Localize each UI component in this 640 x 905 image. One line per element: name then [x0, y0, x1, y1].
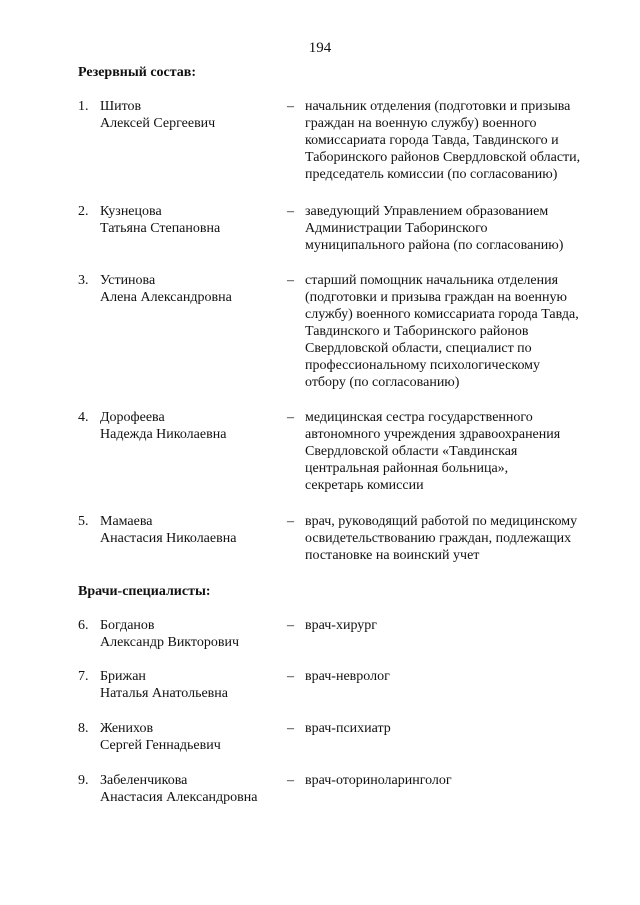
- role-line: центральная районная больница»,: [305, 461, 509, 476]
- member-surname: Кузнецова: [100, 204, 162, 219]
- role-line: профессиональному психологическому: [305, 358, 541, 373]
- role-line: врач-оториноларинголог: [305, 773, 452, 788]
- member-role: [305, 409, 625, 494]
- member-role: [305, 668, 625, 685]
- member-surname: Устинова: [100, 273, 156, 288]
- member-number: 3.: [78, 273, 89, 288]
- member-given-names: Алена Александровна: [100, 290, 232, 305]
- member-surname: Дорофеева: [100, 410, 165, 425]
- member-name: [100, 513, 290, 547]
- member-number: 4.: [78, 410, 89, 425]
- role-line: секретарь комиссии: [305, 478, 424, 493]
- member-role: [305, 617, 625, 634]
- member-given-names: Татьяна Степановна: [100, 221, 221, 236]
- member-role: [305, 203, 625, 254]
- dash-separator: –: [287, 514, 294, 529]
- member-surname: Шитов: [100, 99, 142, 114]
- member-given-names: Анастасия Николаевна: [100, 531, 237, 546]
- role-line: (подготовки и призыва граждан на военную: [305, 290, 567, 305]
- role-line: заведующий Управлением образованием: [305, 204, 549, 219]
- member-given-names: Алексей Сергеевич: [100, 116, 216, 131]
- role-line: председатель комиссии (по согласованию): [305, 167, 558, 182]
- role-line: старший помощник начальника отделения: [305, 273, 559, 288]
- role-line: отбору (по согласованию): [305, 375, 460, 390]
- role-line: автономного учреждения здравоохранения: [305, 427, 561, 442]
- member-role: [305, 772, 625, 789]
- role-line: врач-психиатр: [305, 721, 391, 736]
- role-line: комиссариата города Тавда, Тавдинского и: [305, 133, 559, 148]
- member-surname: Богданов: [100, 618, 155, 633]
- member-number: 6.: [78, 618, 89, 633]
- dash-separator: –: [287, 273, 294, 288]
- page-number: 194: [308, 40, 332, 56]
- dash-separator: –: [287, 204, 294, 219]
- dash-separator: –: [287, 669, 294, 684]
- member-number: 7.: [78, 669, 89, 684]
- role-line: службу) военного комиссариата города Тавда,: [305, 307, 579, 322]
- member-given-names: Александр Викторович: [100, 635, 240, 650]
- role-line: начальник отделения (подготовки и призыва: [305, 99, 571, 114]
- member-number: 9.: [78, 773, 89, 788]
- member-surname: Забеленчикова: [100, 773, 188, 788]
- role-line: освидетельствованию граждан, подлежащих: [305, 531, 572, 546]
- member-role: [305, 272, 625, 391]
- member-role: [305, 98, 625, 183]
- member-surname: Женихов: [100, 721, 154, 736]
- member-number: 5.: [78, 514, 89, 529]
- role-line: Свердловской области «Тавдинская: [305, 444, 518, 459]
- role-line: муниципального района (по согласованию): [305, 238, 564, 253]
- role-line: Таборинского районов Свердловской области,: [305, 150, 581, 165]
- member-surname: Брижан: [100, 669, 146, 684]
- member-name: [100, 668, 290, 702]
- dash-separator: –: [287, 721, 294, 736]
- member-name: [100, 409, 290, 443]
- member-given-names: Надежда Николаевна: [100, 427, 227, 442]
- member-role: [305, 720, 625, 737]
- role-line: граждан на военную службу) военного: [305, 116, 537, 131]
- member-name: [100, 720, 290, 754]
- member-name: [100, 98, 290, 132]
- role-line: медицинская сестра государственного: [305, 410, 533, 425]
- role-line: врач, руководящий работой по медицинскому: [305, 514, 578, 529]
- dash-separator: –: [287, 618, 294, 633]
- member-name: [100, 272, 290, 306]
- member-name: [100, 617, 290, 651]
- dash-separator: –: [287, 410, 294, 425]
- member-name: [100, 772, 290, 806]
- reserve-heading: Резервный состав:: [78, 65, 197, 80]
- dash-separator: –: [287, 773, 294, 788]
- member-number: 2.: [78, 204, 89, 219]
- role-line: Свердловской области, специалист по: [305, 341, 532, 356]
- member-surname: Мамаева: [100, 514, 153, 529]
- member-name: [100, 203, 290, 237]
- role-line: врач-хирург: [305, 618, 378, 633]
- dash-separator: –: [287, 99, 294, 114]
- member-number: 8.: [78, 721, 89, 736]
- member-given-names: Сергей Геннадьевич: [100, 738, 221, 753]
- member-role: [305, 513, 625, 564]
- role-line: Администрации Таборинского: [305, 221, 488, 236]
- role-line: постановке на воинский учет: [305, 548, 480, 563]
- doctors-heading: Врачи-специалисты:: [78, 584, 211, 599]
- role-line: врач-невролог: [305, 669, 390, 684]
- member-given-names: Наталья Анатольевна: [100, 686, 229, 701]
- member-given-names: Анастасия Александровна: [100, 790, 258, 805]
- role-line: Тавдинского и Таборинского районов: [305, 324, 529, 339]
- member-number: 1.: [78, 99, 89, 114]
